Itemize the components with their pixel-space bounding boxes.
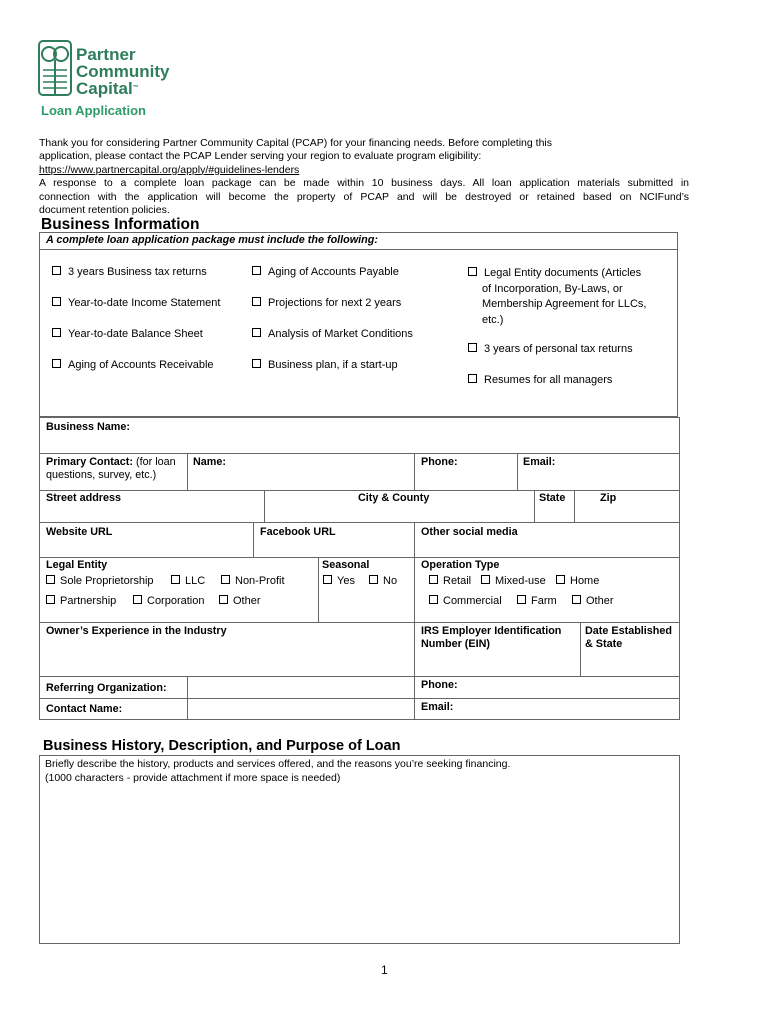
intro-line-1: Thank you for considering Partner Community Capital (PCAP) for your financing needs. Before completing this xyxy=(39,137,552,149)
option-partnership[interactable]: Partnership xyxy=(46,595,116,607)
checkbox[interactable] xyxy=(52,359,61,368)
social-media-field[interactable]: Other social media xyxy=(421,526,518,538)
checkbox[interactable] xyxy=(468,343,477,352)
operation-type-label: Operation Type xyxy=(421,559,500,571)
ref-phone-field[interactable]: Phone: xyxy=(421,679,458,691)
page-title: Loan Application xyxy=(41,103,146,118)
option-mixed-use[interactable]: Mixed-use xyxy=(481,575,546,587)
option-sole-proprietorship[interactable]: Sole Proprietorship xyxy=(46,575,154,587)
checkbox[interactable] xyxy=(481,575,490,584)
option-retail[interactable]: Retail xyxy=(429,575,471,587)
checkbox[interactable] xyxy=(468,374,477,383)
option-non-profit[interactable]: Non-Profit xyxy=(221,575,285,587)
checkbox[interactable] xyxy=(46,575,55,584)
checklist-item[interactable]: 3 years Business tax returns xyxy=(52,266,207,278)
option-commercial[interactable]: Commercial xyxy=(429,595,502,607)
history-heading: Business History, Description, and Purpose of Loan xyxy=(43,738,401,754)
trademark: ™ xyxy=(132,85,139,91)
ref-email-field[interactable]: Email: xyxy=(421,701,454,713)
checklist-item[interactable]: Year-to-date Balance Sheet xyxy=(52,328,203,340)
intro-line-2: application, please contact the PCAP Lender serving your region to evaluate program eligibility: xyxy=(39,150,482,163)
checkbox[interactable] xyxy=(252,266,261,275)
checklist-item[interactable]: Year-to-date Income Statement xyxy=(52,297,220,309)
city-county-field[interactable]: City & County xyxy=(358,492,430,504)
logo-line-3: Capital xyxy=(76,79,133,98)
name-field[interactable]: Name: xyxy=(193,456,227,468)
phone-field[interactable]: Phone: xyxy=(421,456,458,468)
checkbox[interactable] xyxy=(252,297,261,306)
logo-line-1: Partner xyxy=(76,45,136,64)
option-other-entity[interactable]: Other xyxy=(219,595,261,607)
tree-logo-icon xyxy=(38,40,72,96)
option-farm[interactable]: Farm xyxy=(517,595,557,607)
logo xyxy=(38,40,188,98)
checklist-item-legal[interactable]: Legal Entity documents (Articles of Incorporation, By-Laws, or Membership Agreement for LLCs, etc.) xyxy=(468,266,646,328)
checkbox[interactable] xyxy=(429,575,438,584)
option-other-operation[interactable]: Other xyxy=(572,595,614,607)
primary-contact-label: Primary Contact: (for loan questions, survey, etc.) xyxy=(46,456,176,481)
checkbox[interactable] xyxy=(52,328,61,337)
checkbox[interactable] xyxy=(468,267,477,276)
website-field[interactable]: Website URL xyxy=(46,526,113,538)
checkbox[interactable] xyxy=(171,575,180,584)
checkbox[interactable] xyxy=(52,266,61,275)
business-info-heading: Business Information xyxy=(41,216,200,233)
state-field[interactable]: State xyxy=(539,492,566,504)
checkbox[interactable] xyxy=(252,359,261,368)
option-llc[interactable]: LLC xyxy=(171,575,205,587)
option-corporation[interactable]: Corporation xyxy=(133,595,204,607)
logo-line-2: Community xyxy=(76,62,170,81)
checklist-item[interactable]: Projections for next 2 years xyxy=(252,297,401,309)
page-number: 1 xyxy=(381,963,388,977)
package-note: A complete loan application package must include the following: xyxy=(46,234,378,246)
street-address-field[interactable]: Street address xyxy=(46,492,122,504)
checklist-item[interactable]: Aging of Accounts Payable xyxy=(252,266,399,278)
intro-line-4: A response to a complete loan package can be made within 10 business days. All loan application materials submitted in xyxy=(39,177,689,190)
referring-org-field[interactable]: Referring Organization: xyxy=(46,682,167,694)
option-seasonal-yes[interactable]: Yes xyxy=(323,575,355,587)
checkbox[interactable] xyxy=(323,575,332,584)
seasonal-label: Seasonal xyxy=(322,559,370,571)
zip-field[interactable]: Zip xyxy=(600,492,617,504)
owner-experience-field[interactable]: Owner’s Experience in the Industry xyxy=(46,625,227,637)
checkbox[interactable] xyxy=(517,595,526,604)
contact-name-field[interactable]: Contact Name: xyxy=(46,703,123,715)
checklist-item[interactable]: Aging of Accounts Receivable xyxy=(52,359,214,371)
intro-text xyxy=(39,137,689,217)
checkbox[interactable] xyxy=(572,595,581,604)
checkbox[interactable] xyxy=(219,595,228,604)
checkbox[interactable] xyxy=(133,595,142,604)
intro-line-5: connection with the application will become the property of PCAP and will be destroyed or retained based on NCIFund’s xyxy=(39,190,689,203)
email-field[interactable]: Email: xyxy=(523,456,556,468)
checkbox[interactable] xyxy=(556,575,565,584)
facebook-field[interactable]: Facebook URL xyxy=(260,526,336,538)
legal-entity-label: Legal Entity xyxy=(46,559,108,571)
checkbox[interactable] xyxy=(369,575,378,584)
business-name-field[interactable]: Business Name: xyxy=(46,421,131,433)
apply-link[interactable]: https://www.partnercapital.org/apply/#guidelines-lenders xyxy=(39,163,300,176)
history-instructions: Briefly describe the history, products and services offered, and the reasons you’re seeking financing. (1000 characters - provide attachment if more space is needed) xyxy=(45,758,511,784)
checklist-item[interactable]: Resumes for all managers xyxy=(468,374,612,386)
checklist-item[interactable]: Analysis of Market Conditions xyxy=(252,328,413,340)
intro-line-6: document retention policies. xyxy=(39,204,170,217)
checkbox[interactable] xyxy=(52,297,61,306)
checkbox[interactable] xyxy=(429,595,438,604)
date-established-field[interactable]: Date Established & State xyxy=(585,625,673,650)
checklist-item[interactable]: 3 years of personal tax returns xyxy=(468,343,633,355)
ein-field[interactable]: IRS Employer Identification Number (EIN) xyxy=(421,625,562,650)
checkbox[interactable] xyxy=(252,328,261,337)
checkbox[interactable] xyxy=(46,595,55,604)
checklist-item[interactable]: Business plan, if a start-up xyxy=(252,359,398,371)
option-seasonal-no[interactable]: No xyxy=(369,575,397,587)
checkbox[interactable] xyxy=(221,575,230,584)
option-home[interactable]: Home xyxy=(556,575,599,587)
